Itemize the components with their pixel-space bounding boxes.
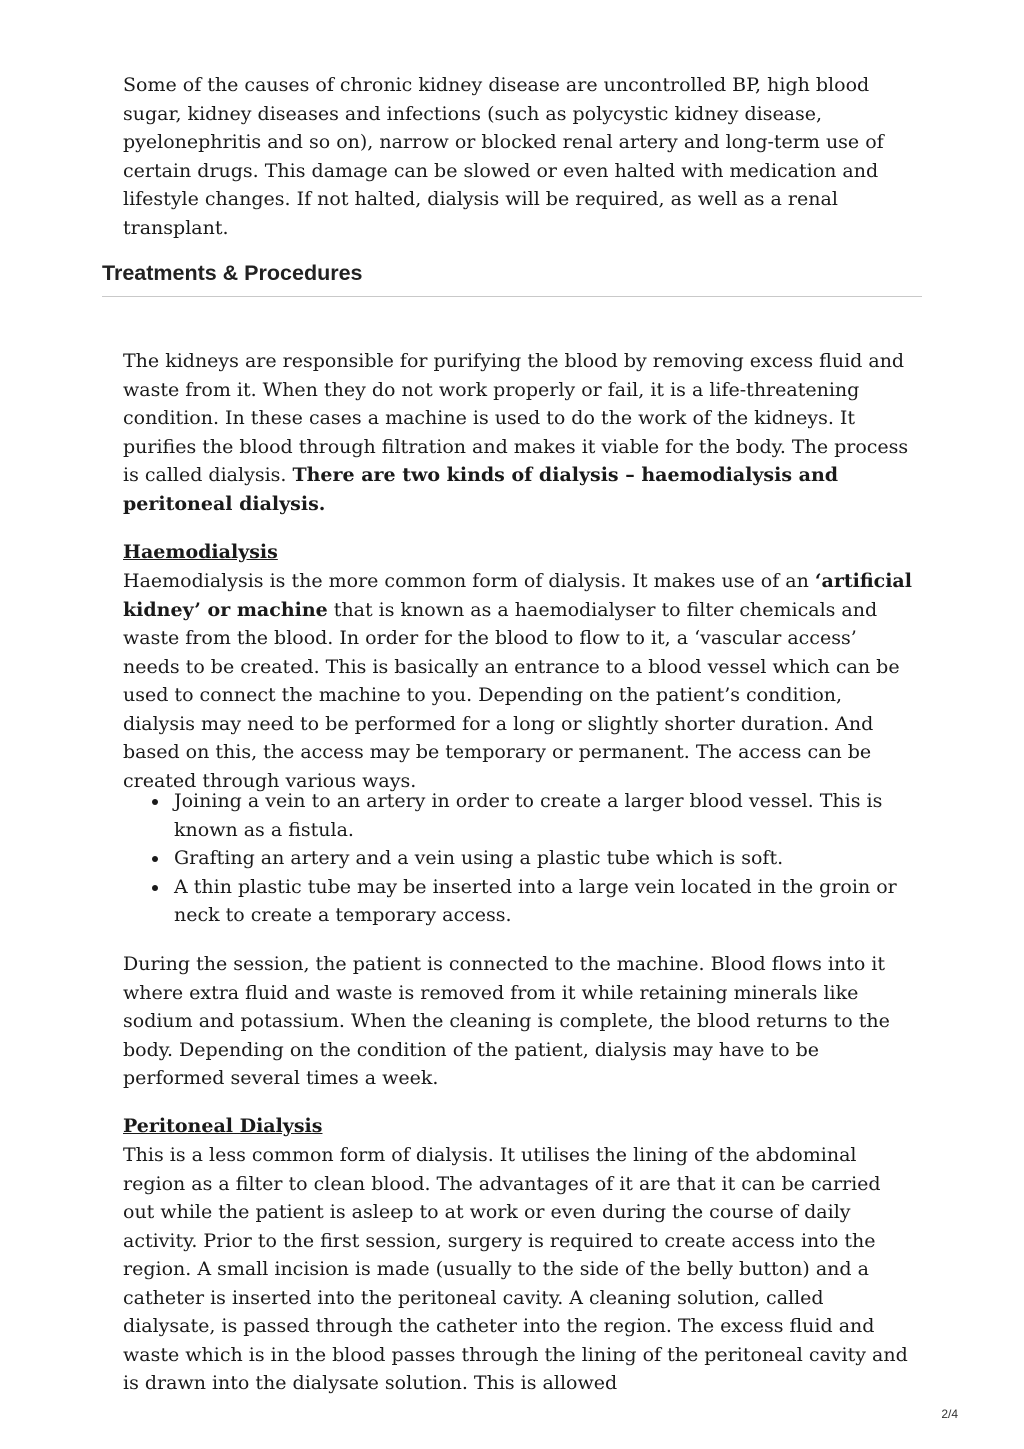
list-item	[123, 787, 913, 844]
bullet-icon	[152, 885, 158, 891]
list-item	[123, 873, 913, 930]
dialysis-types-bold: There are two kinds of dialysis – haemodialysis and peritoneal dialysis.	[123, 464, 839, 515]
dialysis-intro-paragraph	[123, 347, 913, 518]
list-item-text: Grafting an artery and a vein using a plastic tube which is soft.	[174, 847, 784, 869]
peritoneal-dialysis-heading: Peritoneal Dialysis	[123, 1115, 323, 1137]
haemodialysis-text-before: Haemodialysis is the more common form of dialysis. It makes use of an	[123, 570, 815, 592]
list-item	[123, 844, 913, 873]
section-divider	[102, 296, 922, 297]
peritoneal-dialysis-paragraph: This is a less common form of dialysis. It utilises the lining of the abdominal region as a filter to clean blood. The advantages of it are that it can be carried out while the patient is asleep to at work or even during the course of daily activity. Prior to the first session, surgery is required to create access into the region. A small incision is made (usually to the side of the belly button) and a catheter is inserted into the peritoneal cavity. A cleaning solution, called dialysate, is passed through the catheter into the region. The excess fluid and waste which is in the blood passes through the lining of the peritoneal cavity and is drawn into the dialysate solution. This is allowed	[123, 1144, 908, 1394]
haemodialysis-heading: Haemodialysis	[123, 541, 278, 563]
list-item-text: A thin plastic tube may be inserted into a large vein located in the groin or neck to create a temporary access.	[174, 875, 897, 926]
section-heading: Treatments & Procedures	[102, 261, 363, 285]
list-item-text: Joining a vein to an artery in order to create a larger blood vessel. This is known as a fistula.	[174, 790, 883, 841]
ckd-causes-paragraph: Some of the causes of chronic kidney disease are uncontrolled BP, high blood sugar, kidney diseases and infections (such as polycystic kidney disease, pyelonephritis and so on), narrow or blocked renal artery and long-term use of certain drugs. This damage can be slowed or even halted with medication and lifestyle changes. If not halted, dialysis will be required, as well as a renal transplant.	[123, 74, 884, 239]
access-methods-list	[123, 787, 913, 930]
bullet-icon	[152, 856, 158, 862]
dialysis-intro-text: The kidneys are responsible for purifying the blood by removing excess fluid and waste from it. When they do not work properly or fail, it is a life-threatening condition. In these cases a machine is used to do the work of the kidneys. It purifies the blood through filtration and makes it viable for the body. The process is called dialysis.	[123, 350, 909, 486]
page-number: 2/4	[941, 1407, 958, 1421]
haemodialysis-text-after: that is known as a haemodialyser to filter chemicals and waste from the blood. In order for the blood to flow to it, a ‘vascular access’ needs to be created. This is basically an entrance to a blood vessel which can be used to connect the machine to you. Depending on the patient’s condition, dialysis may need to be performed for a long or slightly shorter duration. And based on this, the access may be temporary or permanent. The access can be created through various ways.	[123, 598, 900, 792]
haemodialysis-paragraph	[123, 567, 913, 795]
dialysis-session-paragraph: During the session, the patient is connected to the machine. Blood flows into it where extra fluid and waste is removed from it while retaining minerals like sodium and potassium. When the cleaning is complete, the blood returns to the body. Depending on the condition of the patient, dialysis may have to be performed several times a week.	[123, 953, 890, 1089]
bullet-icon	[152, 799, 158, 805]
artificial-kidney-bold: ‘artificial kidney’ or machine	[123, 570, 912, 621]
